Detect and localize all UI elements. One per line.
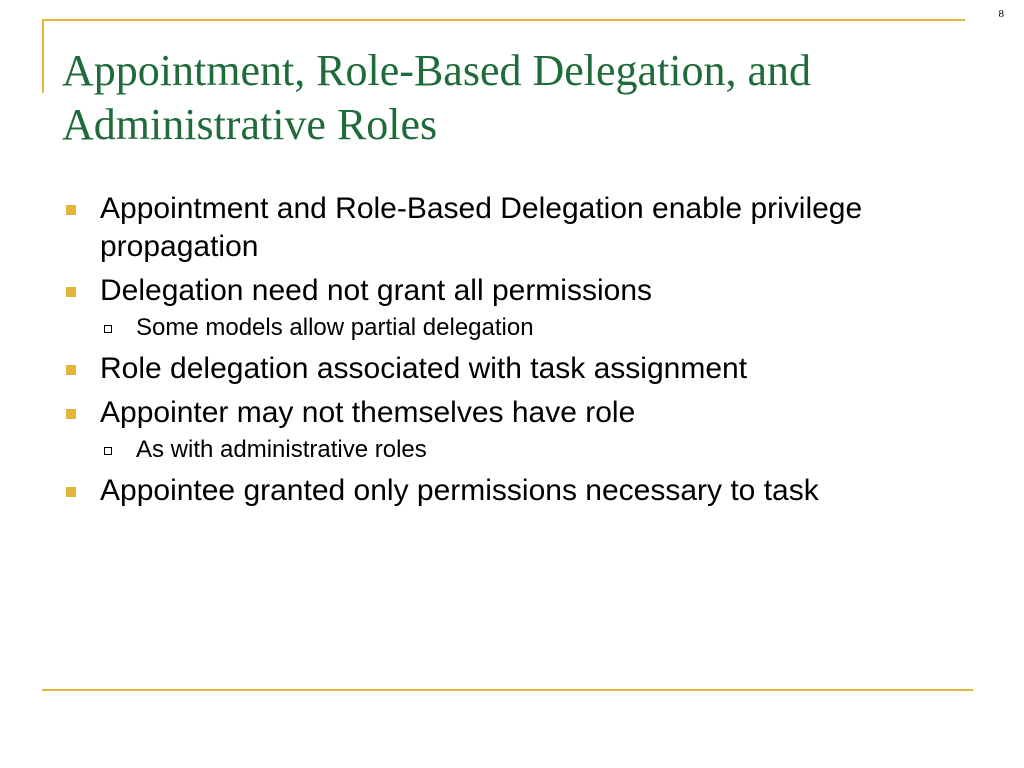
sub-bullet-item	[62, 434, 962, 466]
bullet-text: Appointer may not themselves have role	[100, 396, 636, 429]
slide-number: 8	[998, 8, 1004, 20]
bullet-text: Appointee granted only permissions necessary to task	[100, 474, 819, 507]
frame-top-rule	[42, 19, 965, 21]
square-bullet-icon	[66, 487, 76, 497]
sub-bullet-item	[62, 312, 962, 344]
bullet-text: Role delegation associated with task assignment	[100, 352, 748, 385]
frame-bottom-rule	[42, 689, 973, 691]
bullet-item	[62, 472, 962, 510]
bullet-item	[62, 350, 962, 388]
hollow-square-bullet-icon	[104, 447, 112, 455]
square-bullet-icon	[66, 409, 76, 419]
bullet-item	[62, 190, 962, 266]
bullet-item	[62, 272, 962, 310]
bullet-text: Delegation need not grant all permissions	[100, 274, 652, 307]
sub-bullet-text: As with administrative roles	[136, 436, 427, 463]
slide-title: Appointment, Role-Based Delegation, and Administrative Roles	[62, 46, 812, 149]
frame-left-rule	[42, 19, 44, 93]
bullet-text: Appointment and Role-Based Delegation enable privilege propagation	[100, 192, 863, 263]
square-bullet-icon	[66, 365, 76, 375]
square-bullet-icon	[66, 205, 76, 215]
bullet-list	[62, 190, 962, 510]
square-bullet-icon	[66, 287, 76, 297]
hollow-square-bullet-icon	[104, 325, 112, 333]
sub-bullet-text: Some models allow partial delegation	[136, 314, 534, 341]
bullet-item	[62, 394, 962, 432]
